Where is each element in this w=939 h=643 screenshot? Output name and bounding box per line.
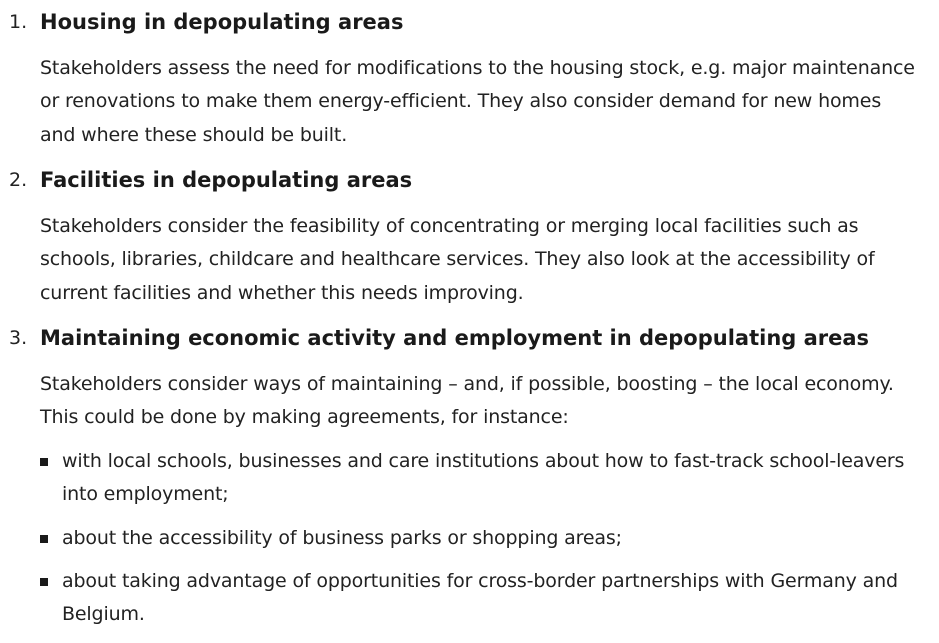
section-heading: Housing in depopulating areas: [40, 10, 404, 34]
section-2-body: Stakeholders consider the feasibility of concentrating or merging local facilities such as schools, libraries, childcare and healthcare services. They also look at the accessibility of current facilities and whether this needs improving.: [40, 215, 875, 304]
section-number: 2.: [9, 169, 28, 191]
square-bullet-icon: [40, 578, 48, 586]
section-number: 3.: [9, 327, 28, 349]
section-number: 1.: [9, 11, 28, 33]
square-bullet-icon: [40, 535, 48, 543]
bullet-list: [40, 445, 920, 641]
list-item-text: with local schools, businesses and care institutions about how to fast-track school-leavers into employment;: [62, 450, 905, 506]
list-item-text: about taking advantage of opportunities for cross-border partnerships with Germany and Belgium.: [62, 569, 898, 626]
square-bullet-icon: [40, 458, 48, 466]
list-item: [40, 565, 920, 632]
section-3-body: Stakeholders consider ways of maintaining – and, if possible, boosting – the local economy. This could be done by making agreements, for instance:: [40, 373, 894, 429]
section-heading: Maintaining economic activity and employment in depopulating areas: [40, 326, 870, 350]
section-1-body: Stakeholders assess the need for modifications to the housing stock, e.g. major maintenance or renovations to make them energy-efficient. They also consider demand for new homes and where these should be built.: [40, 57, 915, 146]
list-item: [40, 522, 920, 555]
list-item-text: about the accessibility of business parks or shopping areas;: [62, 526, 622, 549]
section-heading: Facilities in depopulating areas: [40, 168, 413, 192]
list-item: [40, 445, 920, 512]
